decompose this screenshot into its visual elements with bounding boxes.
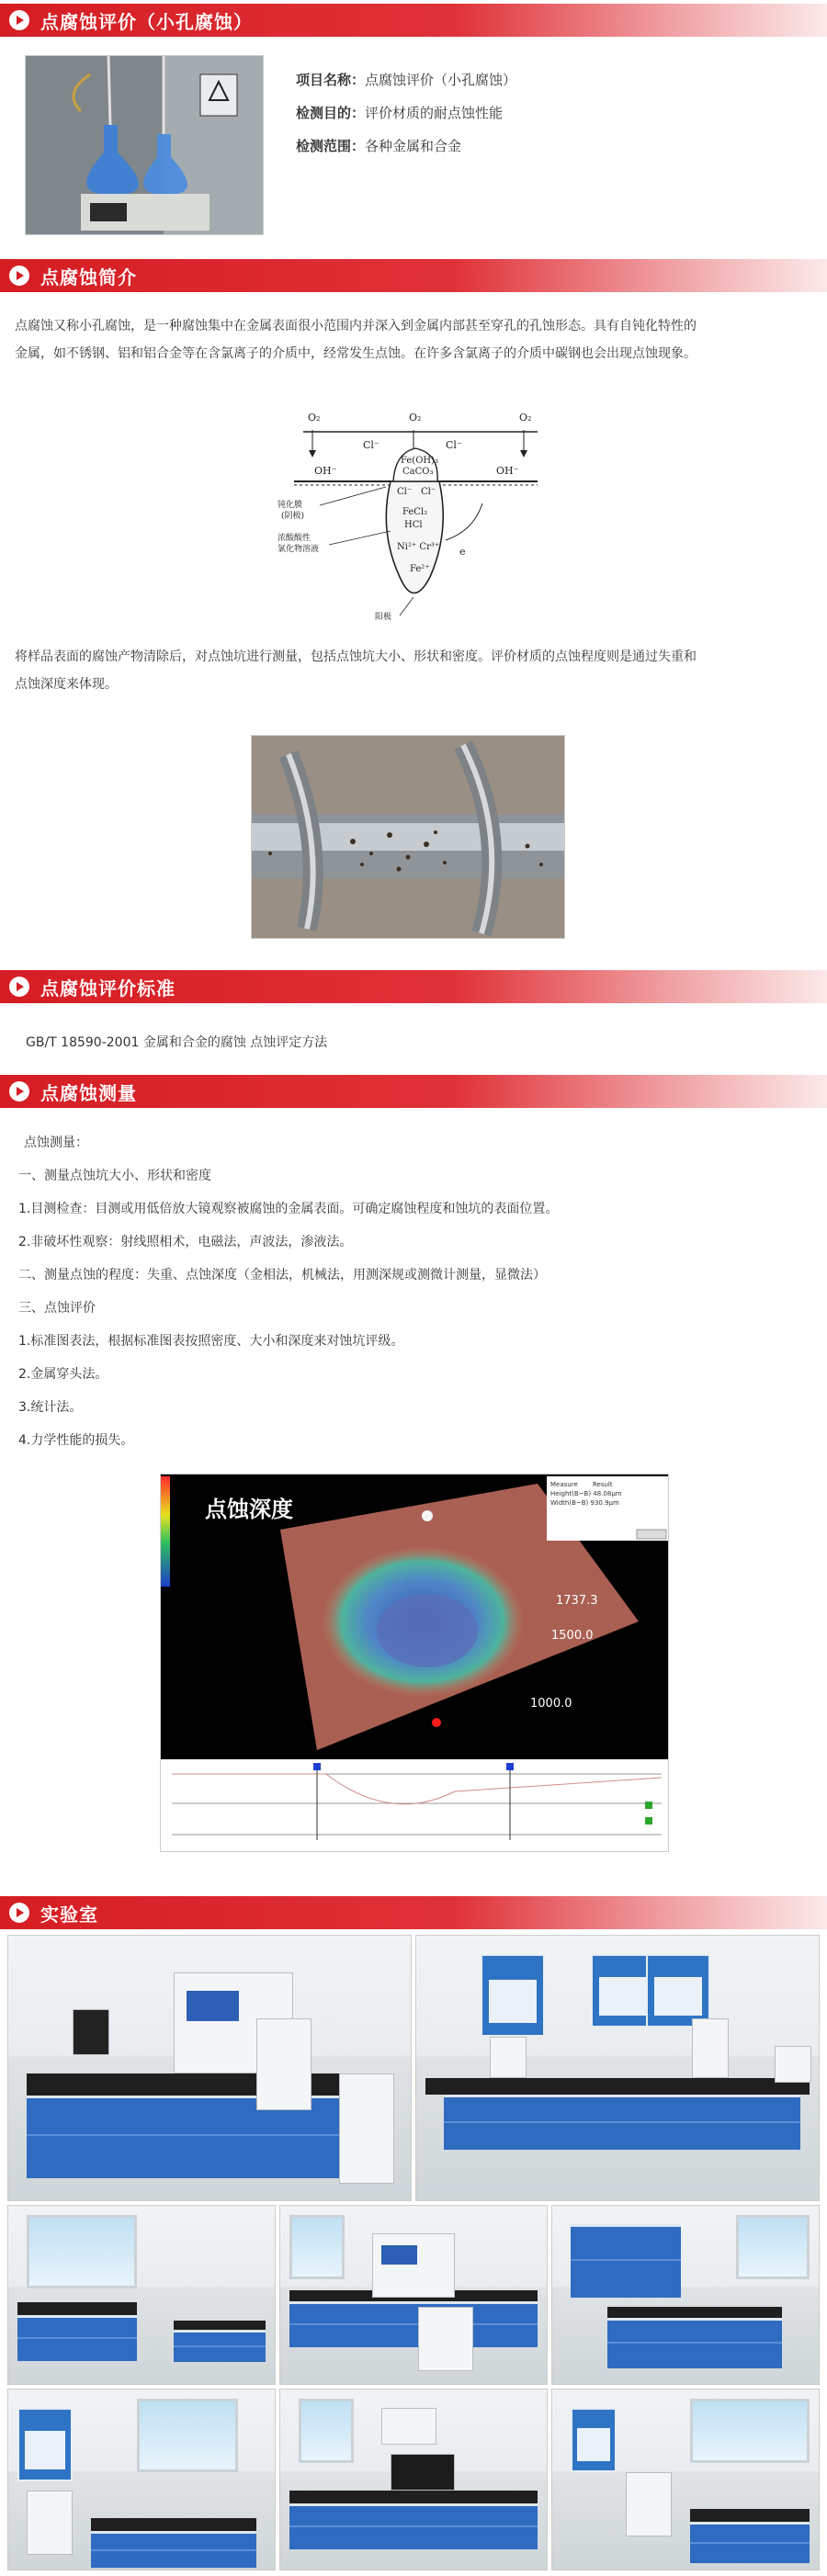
- depth-value-b: 1500.0: [551, 1629, 594, 1643]
- intro-line: 金属，如不锈钢、铝和铝合金等在含氯离子的介质中，经常发生点蚀。在许多含氯离子的介质中碳钢也会出现点蚀现象。: [15, 346, 697, 361]
- section-header-pitting-evaluation: [0, 4, 827, 37]
- intro-line: 点蚀深度来体现。: [15, 677, 118, 692]
- pitting-diagram: [276, 402, 551, 641]
- panel-row: Width(B~B) 930.9μm: [550, 1499, 619, 1507]
- measurement-line: 三、点蚀评价: [18, 1301, 96, 1316]
- corroded-screw-photo: [251, 735, 565, 939]
- project-purpose: [296, 103, 503, 122]
- label-cl: Cl⁻: [446, 439, 462, 451]
- project-name-label: 项目名称：: [296, 72, 366, 88]
- play-arrow-icon: [9, 1903, 29, 1923]
- measurement-line: 1.目测检查：目测或用低倍放大镜观察被腐蚀的金属表面。可确定腐蚀程度和蚀坑的表面位置。: [18, 1202, 559, 1216]
- project-name: [296, 70, 516, 89]
- standard-text: GB/T 18590-2001 金属和合金的腐蚀 点蚀评定方法: [26, 1035, 328, 1050]
- depth-panel-header: [550, 1480, 666, 1489]
- measurement-line: 二、测量点蚀的程度：失重、点蚀深度（金相法，机械法，用测深规或测微计测量，显微法）: [18, 1268, 546, 1282]
- lab-photo-5: [551, 2205, 820, 2385]
- intro-line: 将样品表面的腐蚀产物清除后，对点蚀坑进行测量，包括点蚀坑大小、形状和密度。评价材质的点蚀程度则是通过失重和: [15, 650, 697, 664]
- label-hcl: HCl: [404, 520, 423, 530]
- measurement-list: [18, 1126, 809, 1457]
- depth-panel: [550, 1480, 666, 1508]
- experiment-photo: [25, 55, 264, 235]
- label-solution: 氯化物溶液: [278, 545, 320, 554]
- play-arrow-icon: [9, 977, 29, 997]
- label-fe2: Fe²⁺: [410, 564, 430, 574]
- measurement-line: 4.力学性能的损失。: [18, 1433, 134, 1448]
- lab-photo-8: [551, 2389, 820, 2570]
- project-purpose-label: 检测目的：: [296, 105, 366, 121]
- lab-photo-4: [279, 2205, 548, 2385]
- label-film: 钝化膜: [278, 501, 303, 510]
- lab-photo-2: [415, 1935, 820, 2201]
- project-purpose-value: 评价材质的耐点蚀性能: [365, 105, 504, 121]
- depth-value-c: 1000.0: [530, 1697, 572, 1711]
- lab-photo-1: [7, 1935, 412, 2201]
- section-title: 点腐蚀评价（小孔腐蚀）: [40, 10, 253, 33]
- play-arrow-icon: [9, 266, 29, 286]
- panel-col1: Measure: [550, 1481, 578, 1488]
- section-title: 实验室: [40, 1903, 98, 1926]
- section-header-intro: [0, 259, 827, 292]
- measurement-line: 1.标准图表法，根据标准图表按照密度、大小和深度来对蚀坑评级。: [18, 1334, 404, 1349]
- play-arrow-icon: [9, 1081, 29, 1102]
- section-title: 点腐蚀测量: [40, 1081, 137, 1104]
- label-cl: Cl⁻: [421, 487, 436, 497]
- project-name-value: 点腐蚀评价（小孔腐蚀）: [365, 72, 517, 88]
- lab-photo-7: [279, 2389, 548, 2570]
- label-o2: O₂: [409, 412, 422, 424]
- label-oh: OH⁻: [314, 465, 337, 477]
- label-feoh: Fe(OH)₃: [401, 456, 439, 466]
- label-fecl: FeCl₂: [402, 507, 428, 517]
- measurement-line: 2.非破坏性观察：射线照相术，电磁法，声波法，渗液法。: [18, 1235, 353, 1249]
- intro-paragraph-1: [15, 312, 814, 367]
- label-anode: 阳极: [375, 613, 392, 622]
- label-cl: Cl⁻: [363, 439, 380, 451]
- pitting-depth-image: [160, 1474, 669, 1852]
- measurement-line: 一、测量点蚀坑大小、形状和密度: [18, 1169, 211, 1183]
- play-arrow-icon: [9, 10, 29, 30]
- depth-value-a: 1737.3: [556, 1594, 598, 1608]
- label-caco3: CaCO₃: [402, 467, 434, 477]
- label-e: e: [459, 546, 466, 558]
- project-scope: [296, 136, 461, 155]
- project-scope-value: 各种金属和合金: [365, 138, 462, 154]
- label-ni-cr: Ni²⁺ Cr³⁺: [397, 542, 440, 552]
- intro-paragraph-2: [15, 643, 814, 698]
- measurement-line: 点蚀测量：: [24, 1135, 88, 1150]
- label-solution: 浓酸酸性: [278, 534, 312, 543]
- section-header-laboratory: [0, 1896, 827, 1929]
- lab-photo-3: [7, 2205, 276, 2385]
- project-scope-label: 检测范围：: [296, 138, 366, 154]
- panel-row: Height(B~B) 48.08μm: [550, 1490, 622, 1497]
- section-header-standard: [0, 970, 827, 1003]
- lab-photo-6: [7, 2389, 276, 2570]
- label-o2: O₂: [308, 412, 321, 424]
- intro-line: 点腐蚀又称小孔腐蚀，是一种腐蚀集中在金属表面很小范围内并深入到金属内部甚至穿孔的孔蚀形态。具有自钝化特性的: [15, 319, 697, 333]
- depth-title: 点蚀深度: [205, 1497, 293, 1522]
- panel-col2: Result: [592, 1481, 613, 1488]
- measurement-line: 2.金属穿头法。: [18, 1367, 108, 1382]
- section-header-measurement: [0, 1075, 827, 1108]
- label-o2: O₂: [519, 412, 532, 424]
- measurement-line: 3.统计法。: [18, 1400, 83, 1415]
- label-oh: OH⁻: [496, 465, 519, 477]
- label-cl: Cl⁻: [397, 487, 413, 497]
- section-title: 点腐蚀评价标准: [40, 977, 176, 1000]
- label-cathode: (阴极): [281, 512, 305, 521]
- section-title: 点腐蚀简介: [40, 266, 137, 288]
